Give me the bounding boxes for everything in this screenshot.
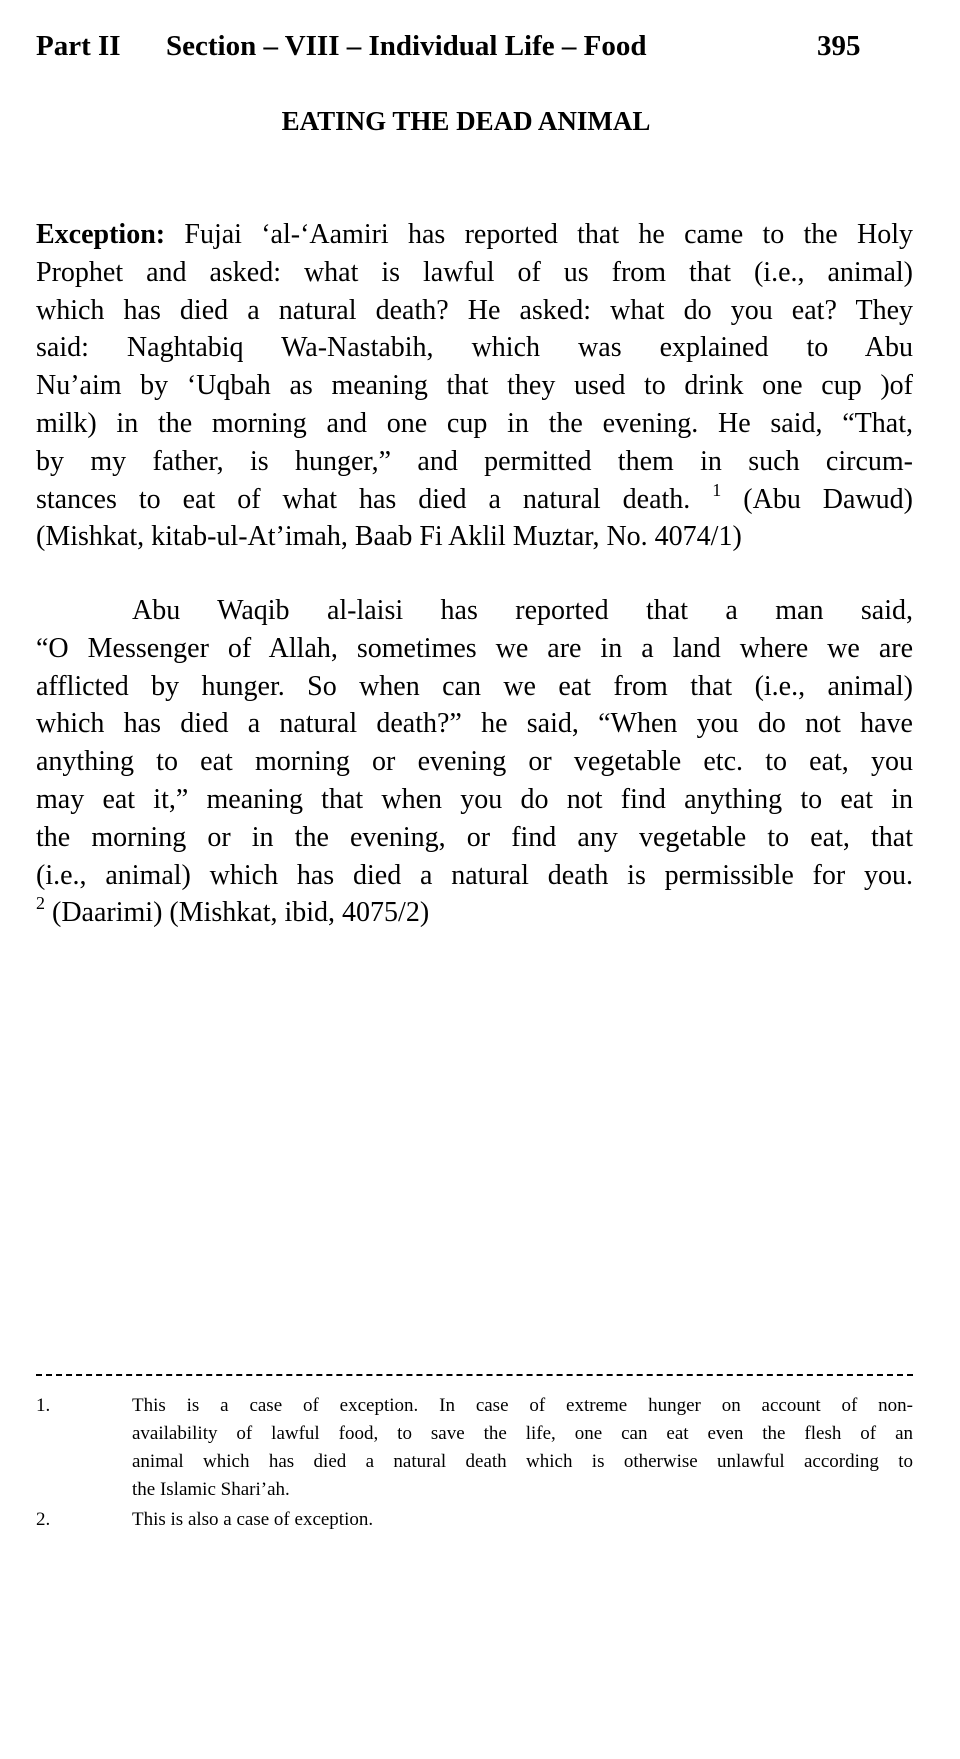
text-line: stances to eat of what has died a natural death. $^1$ (Abu Dawud)	[36, 479, 914, 515]
page-title: EATING THE DEAD ANIMAL	[281, 106, 651, 136]
text-line: milk) in the morning and one cup in the evening. He said, “That,	[36, 407, 913, 439]
footnote-line: availability of lawful food, to save the life, one can eat even the flesh of an	[132, 1423, 913, 1444]
footnote-ref-2: 2	[36, 893, 45, 914]
footnote-divider	[36, 1374, 913, 1376]
text-line: “O Messenger of Allah, sometimes we are in a land where we are	[36, 632, 913, 664]
text-line: (i.e., animal) which has died a natural death is permissible for you.	[36, 859, 913, 891]
footnote-ref-1: 1	[712, 479, 722, 500]
text-line: $^2$ (Daarimi) (Mishkat, ibid, 4075/2)	[36, 893, 430, 929]
text-line: Prophet and asked: what is lawful of us from that (i.e., animal)	[36, 256, 913, 288]
footnote-line: This is also a case of exception.	[132, 1509, 374, 1530]
footnote-2	[36, 1506, 913, 1534]
footnote-line: the Islamic Shari’ah.	[132, 1479, 290, 1500]
text-line: which has died a natural death?” he said, “When you do not have	[36, 708, 913, 740]
text-line: Exception: Fujai ‘al-‘Aamiri has reported that he came to the Holy	[36, 219, 913, 250]
text-line: said: Naghtabiq Wa-Nastabih, which was explained to Abu	[36, 332, 913, 364]
running-head	[36, 26, 866, 66]
text-line: which has died a natural death? He asked: what do you eat? They	[36, 294, 913, 326]
text-line: (Mishkat, kitab-ul-At’imah, Baab Fi Aklil Muztar, No. 4074/1)	[36, 521, 742, 553]
footnote-1	[36, 1392, 913, 1504]
paragraph-abu-waqib	[36, 592, 913, 932]
text-line: the morning or in the evening, or find any vegetable to eat, that	[36, 821, 913, 853]
section-label: Section – VIII – Individual Life – Food	[166, 30, 647, 62]
footnote-number: 1.	[36, 1395, 51, 1416]
text-line: afflicted by hunger. So when can we eat from that (i.e., animal)	[36, 670, 913, 702]
footnote-line: animal which has died a natural death which is otherwise unlawful according to	[132, 1451, 913, 1472]
footnote-text	[132, 1506, 913, 1534]
footnote-number: 2.	[36, 1509, 51, 1530]
text-line: may eat it,” meaning that when you do not find anything to eat in	[36, 783, 913, 815]
text-line: Nu’aim by ‘Uqbah as meaning that they used to drink one cup )of	[36, 370, 913, 402]
text-line: by my father, is hunger,” and permitted them in such circum-	[36, 445, 913, 477]
text-line: Abu Waqib al-laisi has reported that a man said,	[132, 595, 913, 626]
text-line: anything to eat morning or evening or vegetable etc. to eat, you	[36, 746, 913, 778]
footnote-text	[132, 1392, 913, 1504]
part-label: Part II	[36, 30, 121, 62]
paragraph-exception	[36, 216, 913, 556]
footnote-line: This is a case of exception. In case of extreme hunger on account of non-	[132, 1395, 913, 1416]
footnotes	[36, 1392, 913, 1536]
page-number: 395	[817, 30, 861, 62]
exception-lead: Exception:	[36, 219, 166, 250]
